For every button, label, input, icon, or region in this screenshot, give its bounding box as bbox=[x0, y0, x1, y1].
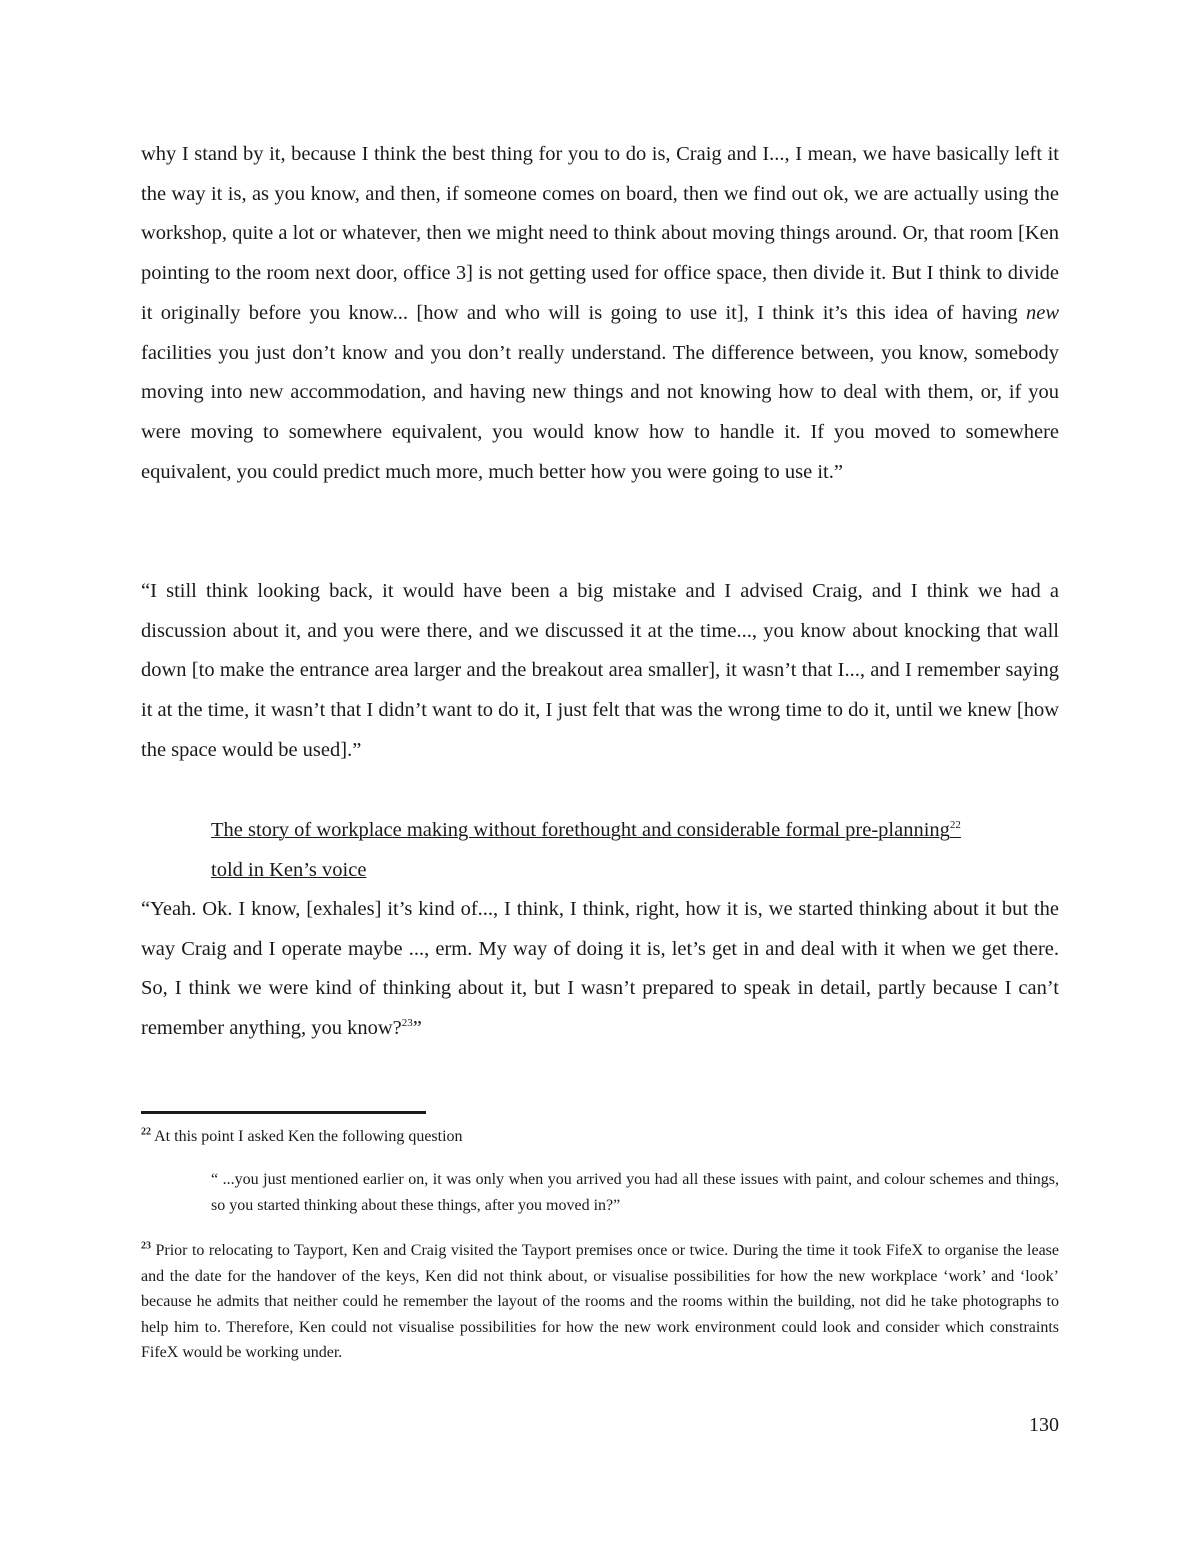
paragraph-text: “Yeah. Ok. I know, [exhales] it’s kind of..., I think, I think, right, how it is, we started thinking about it but the way Craig and I operate maybe ..., erm. My way of doing it is, let’s get in and deal with it when we get there. So, I think we were kind of thinking about it, but I wasn’t prepared to speak in detail, partly because I can’t remember anything, you know? bbox=[141, 898, 1059, 1040]
footnote-separator bbox=[141, 1111, 426, 1114]
heading-text: The story of workplace making without forethought and considerable formal pre-planning bbox=[211, 819, 950, 841]
paragraph-text: why I stand by it, because I think the best thing for you to do is, Craig and I..., I mean, we have basically left it the way it is, as you know, and then, if someone comes on board, then we find out ok, we are actually using the workshop, quite a lot or whatever, then we might need to think about moving things around. Or, that room [Ken pointing to the room next door, office 3] is not getting used for office space, then divide it. But I think to divide it originally before you know... [how and who will is going to use it], I think it’s this idea of having bbox=[141, 143, 1059, 324]
footnote-text: Prior to relocating to Tayport, Ken and Craig visited the Tayport premises once or twice. During the time it took FifeX to organise the lease and the date for the handover of the keys, Ken did not think about, or visualise possibilities for how the new workplace ‘work’ and ‘look’ because he admits that neither could he remember the layout of the rooms and the rooms within the building, not did he take photographs to help him to. Therefore, Ken could not visualise possibilities for how the new work environment could look and consider which constraints FifeX would be working under. bbox=[141, 1242, 1060, 1361]
footnote-23 bbox=[141, 1238, 1059, 1366]
paragraph-text-continued: facilities you just don’t know and you don’t really understand. The difference between, you know, somebody moving into new accommodation, and having new things and not knowing how to deal with them, or, if you were moving to somewhere equivalent, you would know how to handle it. If you moved to somewhere equivalent, you could predict much more, much better how you were going to use it.” bbox=[141, 341, 1059, 483]
emphasis-text: new bbox=[1025, 301, 1060, 324]
footnote-text: At this point I asked Ken the following question bbox=[154, 1128, 463, 1145]
body-paragraph-3 bbox=[141, 890, 1059, 1049]
footnote-22 bbox=[141, 1124, 1059, 1150]
section-heading bbox=[211, 811, 1059, 890]
body-paragraph-1 bbox=[141, 135, 1059, 492]
footnote-mark: 23 bbox=[141, 1240, 151, 1252]
body-paragraph-2: “I still think looking back, it would have been a big mistake and I advised Craig, and I think we had a discussion about it, and you were there, and we discussed it at the time..., you know about knocking that wall down [to make the entrance area larger and the breakout area smaller], it wasn’t that I..., and I remember saying it at the time, it wasn’t that I didn’t want to do it, I just felt that was the wrong time to do it, until we knew [how the space would be used].” bbox=[141, 580, 1059, 761]
footnote-ref-23[interactable]: 23 bbox=[401, 1017, 413, 1030]
closing-quote: ” bbox=[412, 1017, 422, 1040]
page-number: 130 bbox=[1029, 1414, 1059, 1436]
footnote-mark: 22 bbox=[141, 1126, 151, 1138]
heading-text-line2: told in Ken’s voice bbox=[211, 858, 367, 881]
footnote-ref-22[interactable]: 22 bbox=[949, 819, 961, 832]
footnote-22-quote: “ ...you just mentioned earlier on, it was only when you arrived you had all these issues with paint, and colour schemes and things, so you started thinking about these things, after you moved in?” bbox=[211, 1171, 1059, 1214]
